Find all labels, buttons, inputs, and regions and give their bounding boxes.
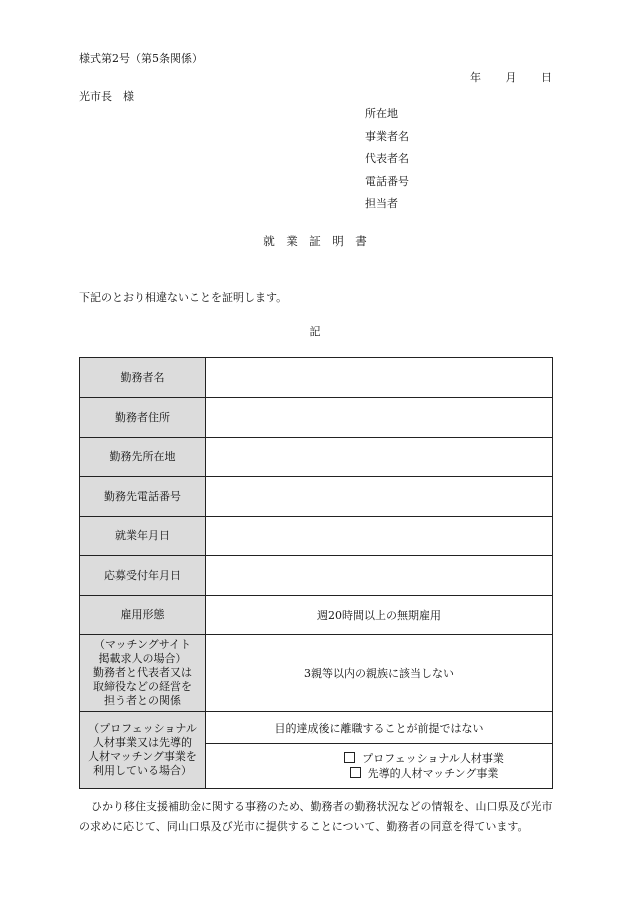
sender-business-label: 事業者名 <box>365 129 409 143</box>
value-employment-date[interactable] <box>206 517 553 556</box>
sender-phone-label: 電話番号 <box>365 174 409 188</box>
label-matching-relation <box>80 635 206 712</box>
pro-label-line: 人材事業又は先導的 <box>93 736 192 749</box>
addressee: 光市長 様 <box>79 90 134 103</box>
label-worker-address: 勤務者住所 <box>80 398 206 438</box>
sender-contact-label: 担当者 <box>365 197 398 210</box>
value-worker-name[interactable] <box>206 358 553 398</box>
date-day: 日 <box>541 71 552 84</box>
table-row <box>80 358 553 398</box>
sender-address-label: 所在地 <box>365 107 398 120</box>
label-professional-program <box>80 712 206 789</box>
table-row <box>80 438 553 477</box>
intro-text: 下記のとおり相違ないことを証明します。 <box>79 291 288 304</box>
value-employment-type: 週20時間以上の無期雇用 <box>206 596 553 635</box>
ki-heading: 記 <box>309 325 321 338</box>
value-matching-relation: 3親等以内の親族に該当しない <box>206 635 553 712</box>
matching-label-line: 取締役などの経営を <box>93 680 192 693</box>
document-title: 就 業 証 明 書 <box>263 234 367 248</box>
label-workplace-phone: 勤務先電話番号 <box>80 477 206 517</box>
matching-label-line: （マッチングサイト <box>93 638 192 651</box>
value-professional-condition: 目的達成後に離職することが前提ではない <box>206 712 553 744</box>
table-row <box>80 635 553 712</box>
matching-label-line: 掲載求人の場合） <box>98 652 187 665</box>
value-workplace-address[interactable] <box>206 438 553 477</box>
checkbox-professional[interactable] <box>296 751 552 766</box>
table-row <box>80 517 553 556</box>
pro-label-line: 利用している場合） <box>93 764 192 777</box>
table-row <box>80 712 553 744</box>
program-checkboxes <box>206 744 553 789</box>
date-month: 月 <box>505 71 517 84</box>
label-employment-type: 雇用形態 <box>80 596 206 635</box>
date-line <box>470 69 552 85</box>
pro-label-line: 人材マッチング事業を <box>88 750 197 763</box>
label-application-date: 応募受付年月日 <box>80 556 206 596</box>
sender-fields <box>365 107 409 220</box>
table-row <box>80 398 553 438</box>
certificate-table <box>79 357 553 789</box>
matching-label-line: 勤務者と代表者又は <box>93 666 192 679</box>
checkbox-square-icon[interactable] <box>344 752 355 763</box>
table-row <box>80 477 553 517</box>
value-application-date[interactable] <box>206 556 553 596</box>
table-row <box>80 556 553 596</box>
checkbox-square-icon[interactable] <box>350 767 361 778</box>
matching-label-line: 担う者との関係 <box>104 694 181 707</box>
date-year: 年 <box>470 71 481 84</box>
table-row <box>80 596 553 635</box>
checkbox-leading-matching[interactable] <box>296 766 552 781</box>
pro-label-line: （プロフェッショナル <box>88 722 197 735</box>
form-number: 様式第2号（第5条関係） <box>79 52 203 65</box>
sender-representative-label: 代表者名 <box>365 152 409 165</box>
label-worker-name: 勤務者名 <box>80 358 206 398</box>
value-worker-address[interactable] <box>206 398 553 438</box>
label-employment-date: 就業年月日 <box>80 517 206 556</box>
consent-text: ひかり移住支援補助金に関する事務のため、勤務者の勤務状況などの情報を、山口県及び光市の求めに応じて、同山口県及び光市に提供することについて、勤務者の同意を得ています。 <box>79 800 553 833</box>
value-workplace-phone[interactable] <box>206 477 553 517</box>
label-workplace-address: 勤務先所在地 <box>80 438 206 477</box>
checkbox-leading-matching-label: 先導的人材マッチング事業 <box>367 767 499 780</box>
checkbox-professional-label: プロフェッショナル人材事業 <box>362 752 504 765</box>
